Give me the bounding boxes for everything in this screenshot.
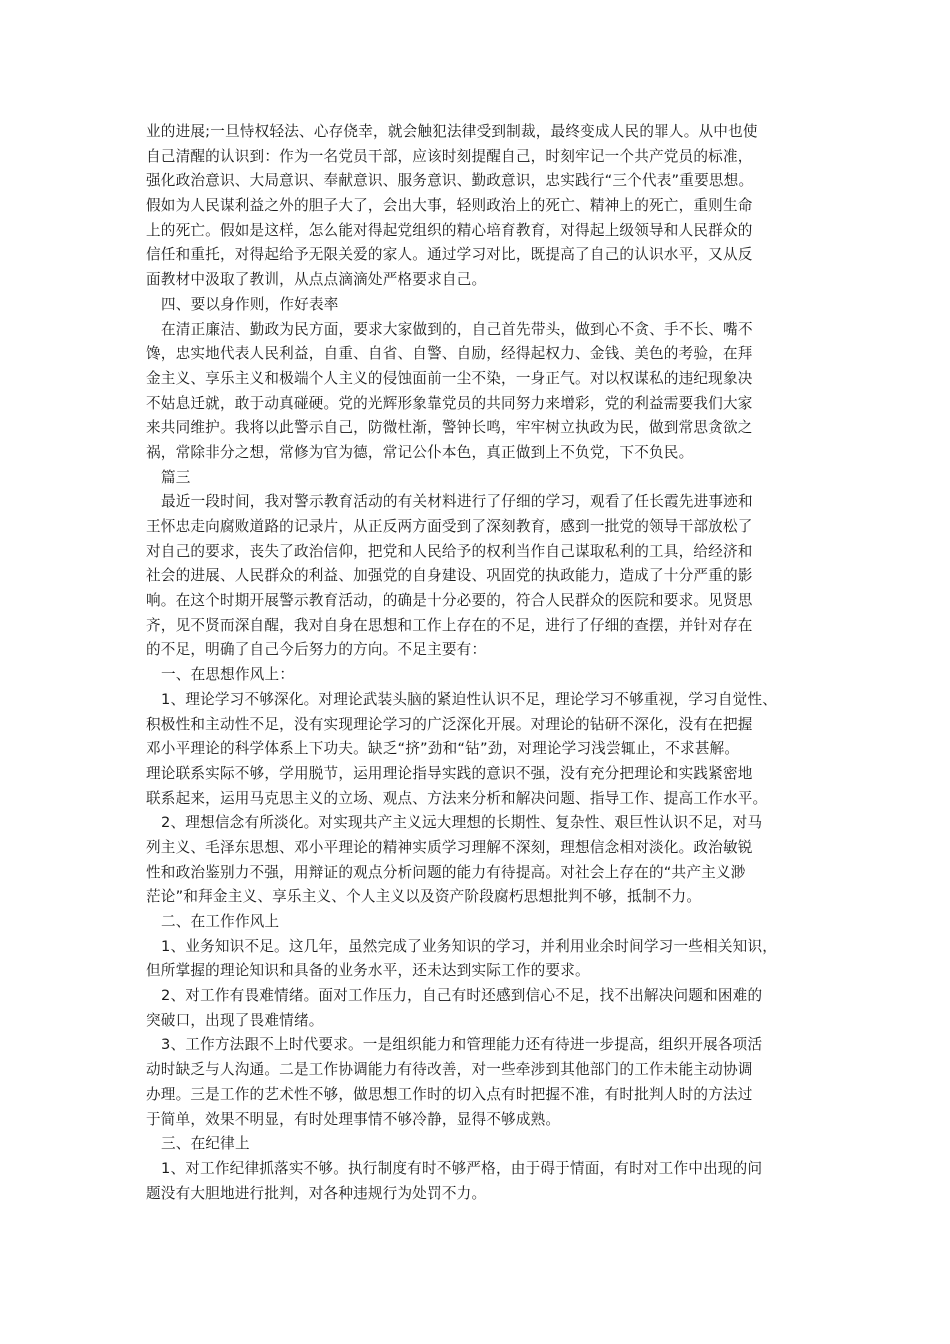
text-line: 来共同维护。我将以此警示自己，防微杜渐，警钟长鸣，牢牢树立执政为民，做到常思贪欲之 — [146, 419, 753, 437]
text-line: 馋，忠实地代表人民利益，自重、自省、自警、自励，经得起权力、金钱、美色的考验，在拜 — [146, 345, 753, 363]
text-line: 2、理想信念有所淡化。对实现共产主义远大理想的长期性、复杂性、艰巨性认识不足，对马 — [161, 814, 763, 832]
text-line: 联系起来，运用马克思主义的立场、观点、方法来分析和解决问题、指导工作、提高工作水平。 — [146, 789, 768, 807]
text-line: 上的死亡。假如是这样，怎么能对得起党组织的精心培育教育，对得起上级领导和人民群众的 — [146, 221, 753, 239]
text-line: 对自己的要求，丧失了政治信仰，把党和人民给予的权利当作自己谋取私利的工具，给经济和 — [146, 542, 753, 560]
text-line: 办理。三是工作的艺术性不够，做思想工作时的切入点有时把握不准，有时批判人时的方法过 — [146, 1085, 753, 1103]
text-line: 1、对工作纪律抓落实不够。执行制度有时不够严格，由于碍于情面，有时对工作中出现的问 — [161, 1159, 763, 1177]
text-line: 题没有大胆地进行批判，对各种违规行为处罚不力。 — [146, 1184, 487, 1202]
text-line: 自己清醒的认识到：作为一名党员干部，应该时刻提醒自己，时刻牢记一个共产党员的标准， — [146, 147, 753, 165]
text-line: 积极性和主动性不足，没有实现理论学习的广泛深化开展。对理论的钻研不深化，没有在把握 — [146, 715, 753, 733]
section-heading: 一、在思想作风上： — [161, 666, 295, 684]
text-line: 1、业务知识不足。这几年，虽然完成了业务知识的学习，并利用业余时间学习一些相关知识， — [161, 937, 778, 955]
document-body — [146, 120, 826, 1206]
text-line: 面教材中汲取了教训，从点点滴滴处严格要求自己。 — [146, 271, 487, 289]
text-line: 祸，常除非分之想，常修为官为德，常记公仆本色，真正做到上不负党，下不负民。 — [146, 443, 694, 461]
text-line: 王怀忠走向腐败道路的记录片，从正反两方面受到了深刻教育，感到一批党的领导干部放松了 — [146, 518, 753, 535]
text-line: 业的进展;一旦恃权轻法、心存侥幸，就会触犯法律受到制裁，最终变成人民的罪人。从中也使 — [146, 123, 758, 140]
text-line: 茫论”和拜金主义、享乐主义、个人主义以及资产阶段腐朽思想批判不够，抵制不力。 — [146, 888, 702, 906]
text-line: 2、对工作有畏难情绪。面对工作压力，自己有时还感到信心不足，找不出解决问题和困难的 — [161, 987, 763, 1005]
text-line: 响。在这个时期开展警示教育活动，的确是十分必要的，符合人民群众的医院和要求。见贤思 — [146, 592, 753, 610]
text-line: 不姑息迁就，敢于动真碰硬。党的光辉形象靠党员的共同努力来增彩，党的利益需要我们大家 — [146, 394, 753, 412]
text-line: 动时缺乏与人沟通。二是工作协调能力有待改善，对一些牵涉到其他部门的工作未能主动协调 — [146, 1061, 753, 1079]
text-line: 假如为人民谋利益之外的胆子大了，会出大事，轻则政治上的死亡、精神上的死亡，重则生命 — [146, 197, 753, 215]
text-line: 但所掌握的理论知识和具备的业务水平，还未达到实际工作的要求。 — [146, 962, 590, 980]
text-line: 最近一段时间，我对警示教育活动的有关材料进行了仔细的学习，观看了任长霞先进事迹和 — [161, 493, 753, 511]
section-heading: 二、在工作作风上 — [161, 913, 280, 930]
text-line: 的不足，明确了自己今后努力的方向。不足主要有： — [146, 641, 487, 659]
text-line: 信任和重托，对得起给予无限关爱的家人。通过学习对比，既提高了自己的认识水平，又从反 — [146, 246, 753, 264]
text-line: 在清正廉洁、勤政为民方面，要求大家做到的，自己首先带头，做到心不贪、手不长、嘴不 — [161, 320, 753, 338]
text-line: 3、工作方法跟不上时代要求。一是组织能力和管理能力还有待进一步提高，组织开展各项活 — [161, 1036, 763, 1054]
text-line: 社会的进展、人民群众的利益、加强党的自身建设、巩固党的执政能力，造成了十分严重的影 — [146, 567, 753, 585]
text-line: 于简单，效果不明显，有时处理事情不够冷静，显得不够成熟。 — [146, 1110, 561, 1128]
section-heading: 篇三 — [161, 468, 191, 486]
text-line: 1、理论学习不够深化。对理论武装头脑的紧迫性认识不足，理论学习不够重视，学习自觉性、 — [161, 690, 778, 708]
text-line: 突破口，出现了畏难情绪。 — [146, 1011, 324, 1029]
section-heading: 三、在纪律上 — [161, 1135, 250, 1153]
text-line: 强化政治意识、大局意识、奉献意识、服务意识、勤政意识，忠实践行“三个代表”重要思想。 — [146, 172, 754, 190]
text-line: 性和政治鉴别力不强，用辩证的观点分析问题的能力有待提高。对社会上存在的“共产主义渺 — [146, 863, 746, 881]
text-line: 理论联系实际不够，学用脱节，运用理论指导实践的意识不强，没有充分把理论和实践紧密地 — [146, 764, 753, 782]
section-heading: 四、要以身作则，作好表率 — [161, 295, 339, 313]
text-line: 齐，见不贤而深自醒，我对自身在思想和工作上存在的不足，进行了仔细的查摆，并针对存在 — [146, 616, 753, 634]
text-line: 金主义、享乐主义和极端个人主义的侵蚀面前一尘不染，一身正气。对以权谋私的违纪现象决 — [146, 369, 753, 387]
text-line: 邓小平理论的科学体系上下功夫。缺乏“挤”劲和“钻”劲，对理论学习浅尝辄止，不求甚解。 — [146, 740, 740, 758]
text-line: 列主义、毛泽东思想、邓小平理论的精神实质学习理解不深刻，理想信念相对淡化。政治敏锐 — [146, 838, 753, 856]
